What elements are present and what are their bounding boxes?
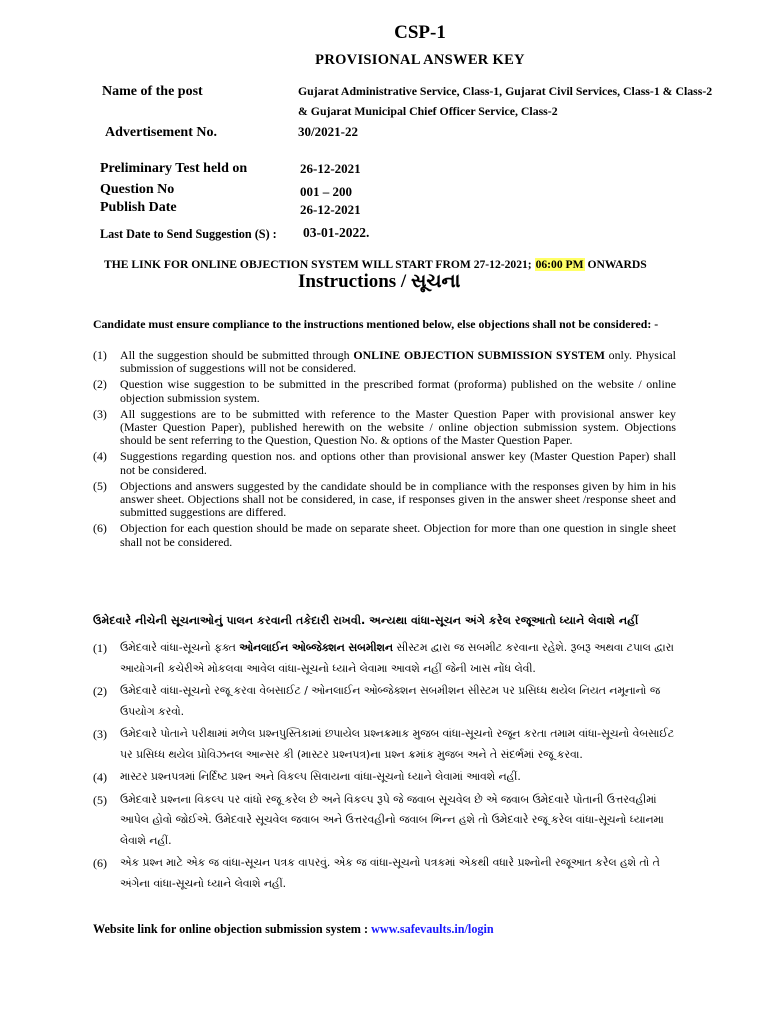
english-intro: Candidate must ensure compliance to the instructions mentioned below, else objections shall not be considered: - — [93, 317, 659, 331]
list-item — [93, 681, 676, 722]
item-text: Objections and answers suggested by the candidate should be in compliance with the responses given by him in his answer sheet. Objections shall not be considered, in case, if responses given in the answer sheet /response sheet and submitted suggestions are differed. — [120, 478, 676, 520]
list-item — [93, 790, 676, 852]
list-item — [93, 378, 676, 404]
item-number: (1) — [93, 348, 107, 362]
item-bold-text: ONLINE OBJECTION SUBMISSION SYSTEM — [353, 348, 605, 362]
item-number: (5) — [93, 792, 107, 807]
gujarati-instructions-list — [93, 638, 676, 896]
notice-text-after: ONWARDS — [587, 258, 647, 271]
test-date-value: 26-12-2021 — [300, 161, 361, 176]
item-text-after: only. Physical submission of suggestions will not be considered. — [120, 348, 676, 376]
item-number: (1) — [93, 641, 107, 655]
post-label: Name of the post — [102, 84, 203, 99]
instructions-heading: Instructions / સૂચના — [298, 271, 461, 292]
item-bold-text: ઓનલાઈન ઓબ્જેક્શન સબમીશન — [239, 641, 393, 654]
publish-date-label: Publish Date — [100, 200, 177, 215]
advertisement-value: 30/2021-22 — [298, 124, 358, 139]
list-item — [93, 349, 676, 375]
item-number: (4) — [93, 770, 107, 784]
list-item — [93, 853, 676, 894]
advertisement-label: Advertisement No. — [105, 125, 217, 140]
item-number: (5) — [93, 478, 107, 493]
notice-text-before: THE LINK FOR ONLINE OBJECTION SYSTEM WILL START FROM 27-12-2021; — [104, 258, 532, 271]
item-text: એક પ્રશ્ન માટે એક જ વાંધા-સૂચન પત્રક વાપરવું. એક જ વાંધા-સૂચનો પત્રકમાં એકથી વધારે પ્રશ્નોની રજૂઆત કરેલ હશે તો તે અંગેના વાંધા-સૂચનો ધ્યાને લેવાશે નહીં. — [120, 856, 660, 890]
list-item — [93, 480, 676, 520]
item-text: All the suggestion should be submitted through — [120, 348, 354, 362]
item-text: ઉમેદવારે પોતાને પરીક્ષામાં મળેલ પ્રશ્નપુસ્તિકામાં છપાયેલ પ્રશ્નક્રમાક મુજબ વાંધા-સૂચનો રજૂન કરતા તમામ વાંધા-સૂચનો વેબસાઈટ પર પ્રસિધ્ધ થયેલ પ્રોવિઝનલ આન્સર કી (માસ્ટર પ્રશ્નપત્ર)ના પ્રશ્ન ક્રમાંક મુજબ અને તે સંદર્ભમાં રજૂ કરવા. — [120, 727, 675, 761]
question-no-value: 001 – 200 — [300, 184, 352, 199]
item-number: (6) — [93, 521, 107, 536]
item-text: ઉમેદવારે વાંધા-સૂચનો ફક્ત — [120, 641, 240, 654]
list-item — [93, 522, 676, 548]
footer-label: Website link for online objection submission system : — [93, 922, 369, 936]
list-item — [93, 767, 676, 788]
item-text: Suggestions regarding question nos. and options other than provisional answer key (Master Question Paper) shall not be considered. — [120, 449, 676, 477]
item-text: All suggestions are to be submitted with reference to the Master Question Paper with provisional answer key (Master Question Paper), published herewith on the website / online objection submission system. Objections should be sent referring to the Question, Question No. & options of the Master Question Paper. — [120, 406, 676, 448]
objection-system-link[interactable]: www.safevaults.in/login — [371, 922, 494, 936]
english-instructions-list — [93, 349, 676, 552]
last-date-label: Last Date to Send Suggestion (S) : — [100, 227, 277, 241]
notice-time-highlight: 06:00 PM — [535, 258, 584, 271]
item-number: (3) — [93, 727, 107, 741]
item-text: ઉમેદવારે વાંધા-સૂચનો રજૂ કરવા વેબસાઈટ / ઓનલાઈન ઓબ્જેક્શન સબમીશન સીસ્ટમ પર પ્રસિધ્ધ થયેલ નિયત નમૂનાનો જ ઉપયોગ કરવો. — [120, 684, 661, 718]
objection-link-notice — [104, 258, 647, 271]
gujarati-intro: ઉમેદવારે નીચેની સૂચનાઓનું પાલન કરવાની તકેદારી રાખવી. અન્યથા વાંધા-સૂચન અંગે કરેલ રજૂઆતો ધ્યાને લેવાશે નહીં — [93, 614, 639, 627]
item-number: (6) — [93, 856, 107, 870]
post-value-line2: & Gujarat Municipal Chief Officer Service, Class-2 — [298, 104, 558, 118]
list-item — [93, 450, 676, 476]
publish-date-value: 26-12-2021 — [300, 202, 361, 217]
footer-link-line — [93, 922, 494, 937]
test-date-label: Preliminary Test held on — [100, 161, 248, 176]
list-item — [93, 408, 676, 448]
item-number: (4) — [93, 449, 107, 464]
list-item — [93, 638, 676, 679]
document-title: PROVISIONAL ANSWER KEY — [315, 52, 525, 68]
item-text-after: સીસ્ટમ દ્વારા જ સબમીટ કરવાના રહેશે. રૂબરૂ અથવા ટપાલ દ્વારા આયોગની કચેરીએ મોકલવા આવેલ વાંધા-સૂચનો ધ્યાને લેવામા આવશે નહીં જેની ખાસ નોંધ લેવી. — [120, 641, 674, 675]
item-text: માસ્ટર પ્રશ્નપત્રમાં નિર્દિષ્ટ પ્રશ્ન અને વિકલ્પ સિવાયના વાંધા-સૂચનો ધ્યાને લેવામાં આવશે નહીં. — [120, 770, 521, 783]
item-text: Objection for each question should be made on separate sheet. Objection for more than one question in single sheet shall not be considered. — [120, 521, 676, 549]
item-number: (2) — [93, 377, 107, 392]
item-number: (3) — [93, 406, 107, 421]
last-date-value: 03-01-2022. — [303, 225, 370, 240]
document-code: CSP-1 — [394, 22, 446, 43]
post-value-line1: Gujarat Administrative Service, Class-1, Gujarat Civil Services, Class-1 & Class-2 — [298, 84, 713, 98]
item-text: Question wise suggestion to be submitted in the prescribed format (proforma) published on the website / online objection submission system. — [120, 377, 676, 405]
list-item — [93, 724, 676, 765]
question-no-label: Question No — [100, 182, 175, 197]
item-number: (2) — [93, 684, 107, 698]
item-text: ઉમેદવારે પ્રશ્નના વિકલ્પ પર વાંધો રજૂ કરેલ છે અને વિકલ્પ રૂપે જે જવાબ સૂચવેલ છે એ જવાબ ઉમેદવારે પોતાની ઉત્તરવહીમાં આપેલ હોવો જોઈએ. ઉમેદવારે સૂચવેલ જવાબ અને ઉત્તરવહીનો જવાબ ભિન્ન હશે તો ઉમેદવારે રજૂ કરેલ વાંધા-સૂચનો ધ્યાનમા લેવાશે નહીં. — [120, 792, 664, 847]
